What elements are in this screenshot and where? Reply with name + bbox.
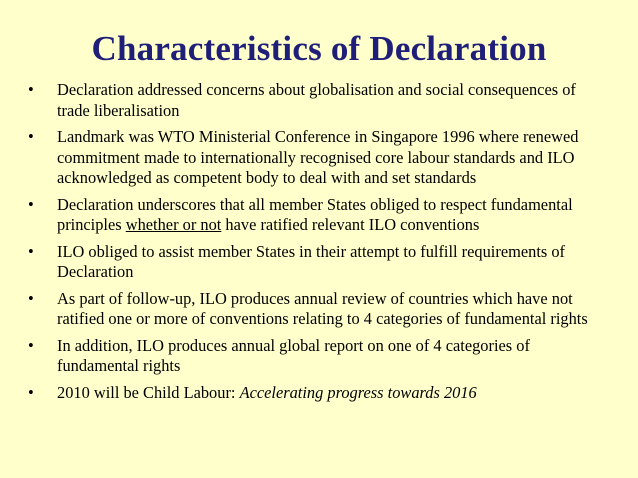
- underlined-phrase: whether or not: [125, 215, 222, 234]
- bullet-text-after: have ratified relevant ILO conventions: [221, 215, 480, 234]
- bullet-list: [26, 80, 612, 403]
- italic-phrase: Accelerating progress towards 2016: [239, 382, 477, 402]
- bullet-text: Landmark was WTO Ministerial Conference in Singapore 1996 where renewed commitment made to internationally recognised core labour standards and ILO acknowledged as competent body to deal with and set standards: [57, 127, 579, 187]
- bullet-text: In addition, ILO produces annual global report on one of 4 categories of fundamental rights: [57, 335, 530, 375]
- bullet-item: [26, 383, 612, 404]
- bullet-item: [26, 80, 612, 121]
- bullet-item: [26, 127, 612, 189]
- bullet-marker: •: [28, 127, 34, 146]
- bullet-item: [26, 289, 612, 330]
- bullet-marker: •: [28, 288, 34, 308]
- slide-title: Characteristics of Declaration: [91, 29, 547, 68]
- bullet-item: [26, 336, 612, 377]
- bullet-text: Declaration addressed concerns about globalisation and social consequences of trade liberalisation: [57, 80, 576, 120]
- bullet-marker: •: [28, 335, 34, 355]
- bullet-marker: •: [28, 194, 34, 214]
- bullet-text-before: Declaration underscores that all member States obliged to respect fundamental principles: [57, 194, 573, 234]
- bullet-item: [26, 195, 612, 236]
- bullet-item: [26, 242, 612, 283]
- bullet-text: As part of follow-up, ILO produces annual review of countries which have not ratified one or more of conventions relating to 4 categories of fundamental rights: [57, 288, 588, 328]
- bullet-text-before: 2010 will be Child Labour:: [57, 382, 240, 402]
- bullet-marker: •: [28, 80, 34, 99]
- bullet-text: ILO obliged to assist member States in their attempt to fulfill requirements of Declaration: [57, 241, 565, 281]
- bullet-marker: •: [28, 241, 34, 261]
- bullet-marker: •: [28, 382, 34, 402]
